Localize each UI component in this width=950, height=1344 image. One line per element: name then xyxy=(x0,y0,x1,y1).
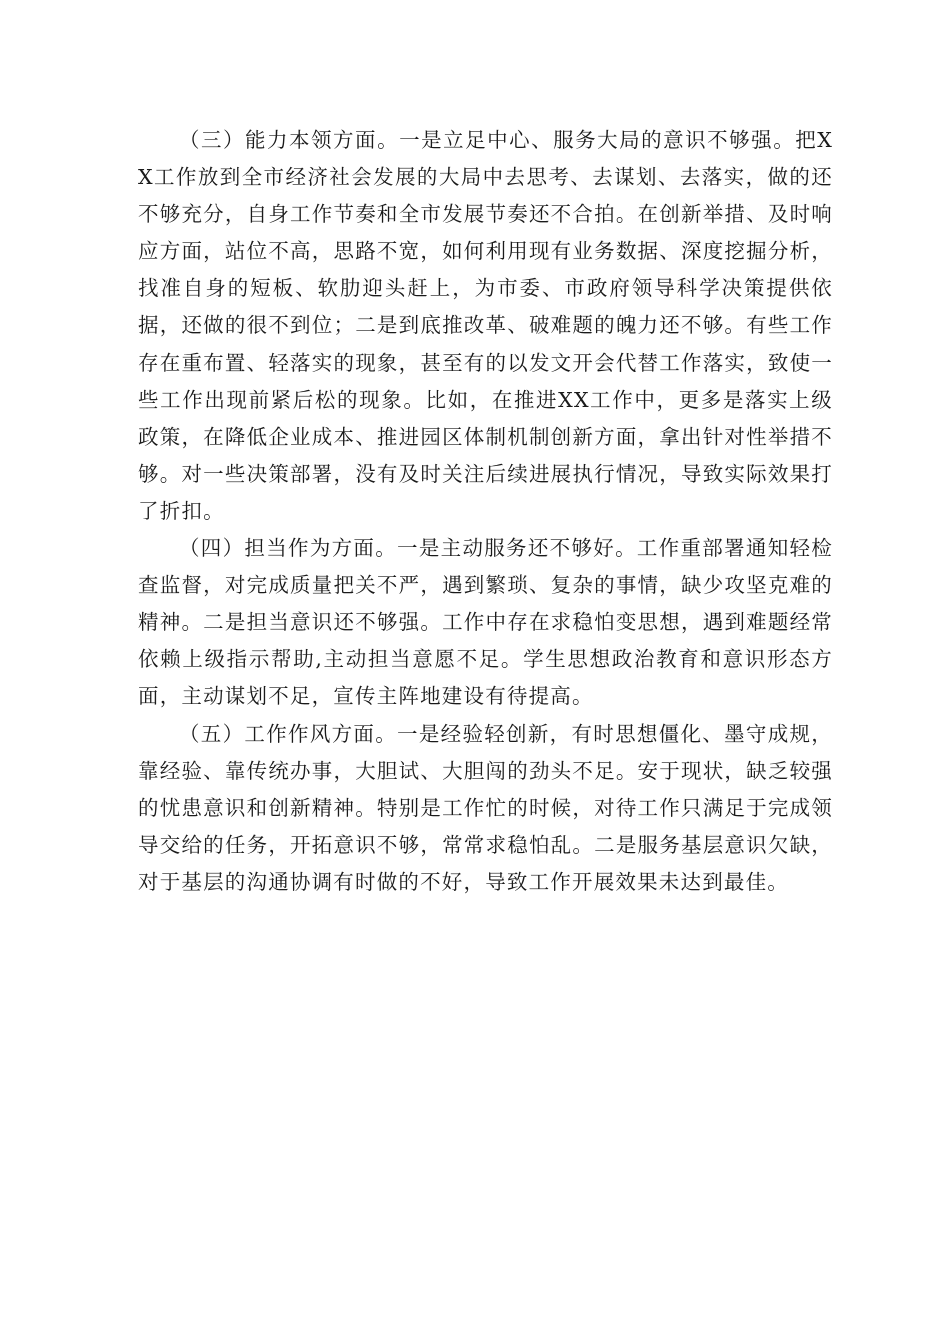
document-body xyxy=(138,122,833,901)
paragraph-responsibility: （四）担当作为方面。一是主动服务还不够好。工作重部署通知轻检查监督，对完成质量把关不严，遇到繁琐、复杂的事情，缺少攻坚克难的精神。二是担当意识还不够强。工作中存在求稳怕变思想，遇到难题经常依赖上级指示帮助,主动担当意愿不足。学生思想政治教育和意识形态方面，主动谋划不足，宣传主阵地建设有待提高。 xyxy=(138,536,833,709)
paragraph-ability: （三）能力本领方面。一是立足中心、服务大局的意识不够强。把XX工作放到全市经济社会发展的大局中去思考、去谋划、去落实，做的还不够充分，自身工作节奏和全市发展节奏还不合拍。在创新举措、及时响应方面，站位不高，思路不宽，如何利用现有业务数据、深度挖掘分析，找准自身的短板、软肋迎头赶上，为市委、市政府领导科学决策提供依据，还做的很不到位；二是到底推改革、破难题的魄力还不够。有些工作存在重布置、轻落实的现象，甚至有的以发文开会代替工作落实，致使一些工作出现前紧后松的现象。比如，在推进XX工作中，更多是落实上级政策，在降低企业成本、推进园区体制机制创新方面，拿出针对性举措不够。对一些决策部署，没有及时关注后续进展执行情况，导致实际效果打了折扣。 xyxy=(138,128,833,523)
paragraph-work-style: （五）工作作风方面。一是经验轻创新，有时思想僵化、墨守成规，靠经验、靠传统办事，大胆试、大胆闯的劲头不足。安于现状，缺乏较强的忧患意识和创新精神。特别是工作忙的时候，对待工作只满足于完成领导交给的任务，开拓意识不够，常常求稳怕乱。二是服务基层意识欠缺，对于基层的沟通协调有时做的不好，导致工作开展效果未达到最佳。 xyxy=(138,721,833,894)
